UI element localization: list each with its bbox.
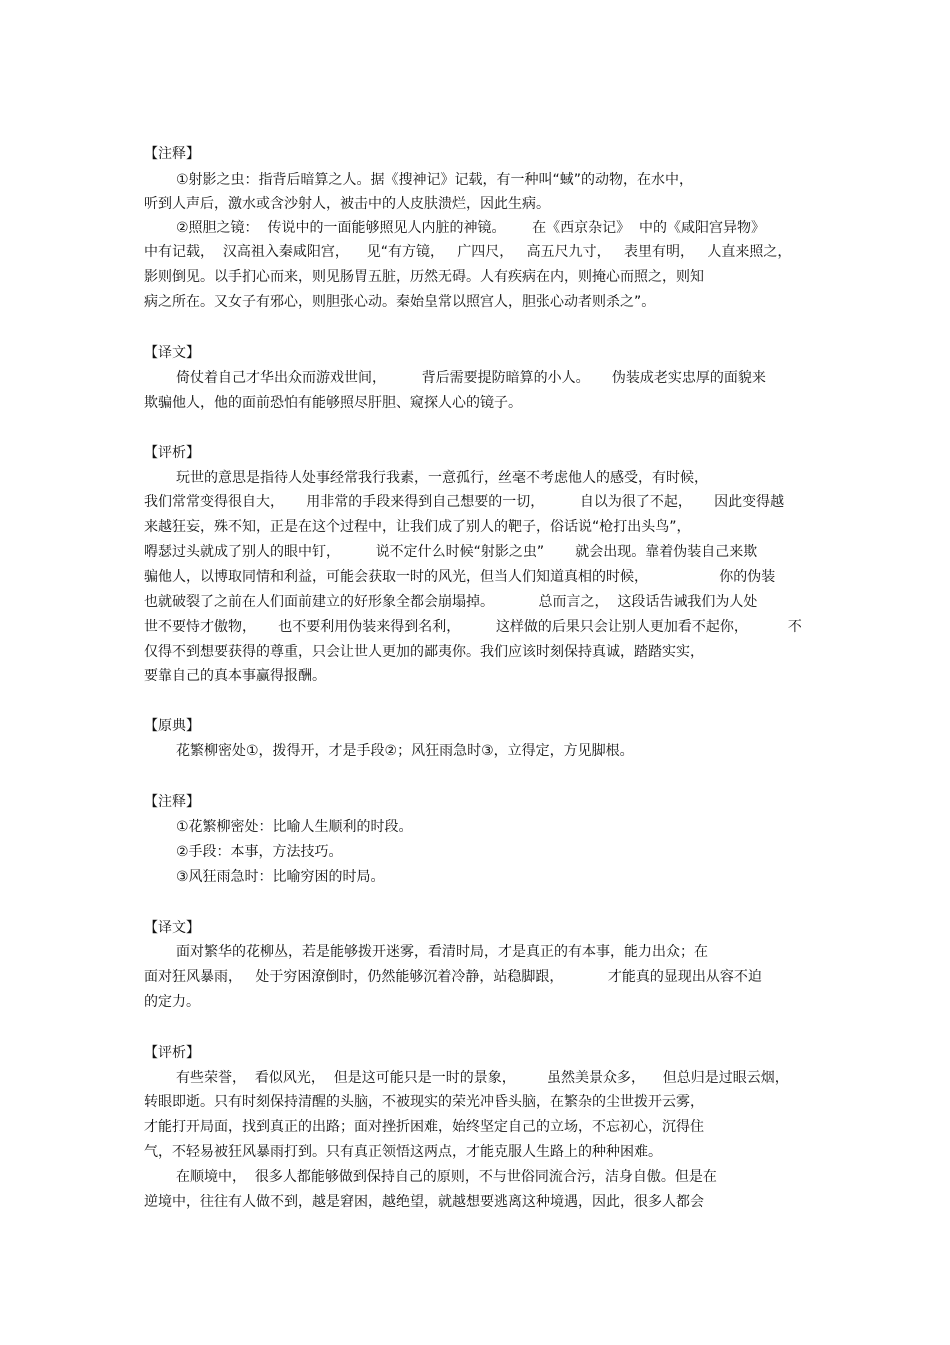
paragraph-line: 中有记载， 汉高祖入秦咸阳宫， 见“有方镜， 广四尺， 高五尺九寸， 表里有明， 人直来照之， (144, 244, 792, 260)
paragraph-line: 我们常常变得很自大， 用非常的手段来得到自己想要的一切， 自以为很了不起， 因此变得越 (144, 494, 785, 510)
paragraph-line: 世不要恃才傲物， 也不要利用伪装来得到名利， 这样做的后果只会让别人更加看不起你， 不 (144, 619, 802, 635)
section-heading: 【译文】 (144, 345, 200, 361)
paragraph-line: 玩世的意思是指待人处事经常我行我素，一意孤行，丝毫不考虑他人的感受，有时候， (176, 470, 708, 486)
paragraph-line: 骗他人，以博取同情和利益，可能会获取一时的风光，但当人们知道真相的时候， 你的伪装 (144, 569, 776, 585)
paragraph-line: 要靠自己的真本事赢得报酬。 (144, 668, 326, 684)
paragraph-line: 病之所在。又女子有邪心，则胆张心动。秦始皇常以照宫人，胆张心动者则杀之”。 (144, 294, 656, 310)
section-heading: 【注释】 (144, 794, 200, 810)
paragraph-line: 的定力。 (144, 994, 200, 1010)
paragraph-line: 倚仗着自己才华出众而游戏世间， 背后需要提防暗算的小人。 伪装成老实忠厚的面貌来 (176, 370, 766, 386)
paragraph-line: 转眼即逝。只有时刻保持清醒的头脑，不被现实的荣光冲昏头脑，在繁杂的尘世拨开云雾， (144, 1094, 704, 1110)
section-heading: 【评析】 (144, 445, 200, 461)
paragraph-line: 花繁柳密处①，拨得开，才是手段②；风狂雨急时③，立得定，方见脚根。 (176, 743, 634, 759)
section-heading: 【译文】 (144, 920, 200, 936)
paragraph-line: 影则倒见。以手扪心而来，则见肠胃五脏，历然无碍。人有疾病在内，则掩心而照之，则知 (144, 269, 704, 285)
paragraph-line: 在顺境中， 很多人都能够做到保持自己的原则，不与世俗同流合污，洁身自傲。但是在 (176, 1169, 717, 1185)
section-heading: 【评析】 (144, 1045, 200, 1061)
paragraph-line: 有些荣誉， 看似风光， 但是这可能只是一时的景象， 虽然美景众多， 但总归是过眼云烟， (176, 1070, 789, 1086)
paragraph-line: 面对狂风暴雨， 处于穷困潦倒时，仍然能够沉着冷静，站稳脚跟， 才能真的显现出从容不迫 (144, 969, 762, 985)
paragraph-line: 仅得不到想要获得的尊重，只会让世人更加的鄙夷你。我们应该时刻保持真诚，踏踏实实， (144, 644, 704, 660)
paragraph-line: ①射影之虫：指背后暗算之人。据《搜神记》记载，有一种叫“蜮”的动物，在水中， (176, 172, 694, 188)
section-heading: 【注释】 (144, 146, 200, 162)
paragraph-line: 气，不轻易被狂风暴雨打到。只有真正领悟这两点，才能克服人生路上的种种困难。 (144, 1144, 662, 1160)
paragraph-line: 欺骗他人，他的面前恐怕有能够照尽肝胆、窥探人心的镜子。 (144, 395, 522, 411)
paragraph-line: ②手段：本事，方法技巧。 (176, 844, 343, 860)
paragraph-line: 才能打开局面，找到真正的出路；面对挫折困难，始终坚定自己的立场，不忘初心，沉得住 (144, 1119, 704, 1135)
section-heading: 【原典】 (144, 718, 200, 734)
paragraph-line: 听到人声后，激水或含沙射人，被击中的人皮肤溃烂，因此生病。 (144, 196, 550, 212)
paragraph-line: 来越狂妄，殊不知，正是在这个过程中，让我们成了别人的靶子，俗话说“枪打出头鸟”， (144, 519, 691, 535)
paragraph-line: 面对繁华的花柳丛，若是能够拨开迷雾，看清时局，才是真正的有本事，能力出众；在 (176, 944, 708, 960)
paragraph-line: 嘚瑟过头就成了别人的眼中钉， 说不定什么时候“射影之虫” 就会出现。靠着伪装自己来欺 (144, 544, 758, 560)
paragraph-line: ③风狂雨急时：比喻穷困的时局。 (176, 869, 385, 885)
paragraph-line: 逆境中，往往有人做不到，越是窘困，越绝望，就越想要逃离这种境遇，因此，很多人都会 (144, 1194, 704, 1210)
paragraph-line: ②照胆之镜： 传说中的一面能够照见人内脏的神镜。 在《西京杂记》 中的《咸阳宫异物》 (176, 220, 766, 236)
paragraph-line: 也就破裂了之前在人们面前建立的好形象全都会崩塌掉。 总而言之， 这段话告诫我们为人处 (144, 594, 758, 610)
paragraph-line: ①花繁柳密处：比喻人生顺利的时段。 (176, 819, 413, 835)
